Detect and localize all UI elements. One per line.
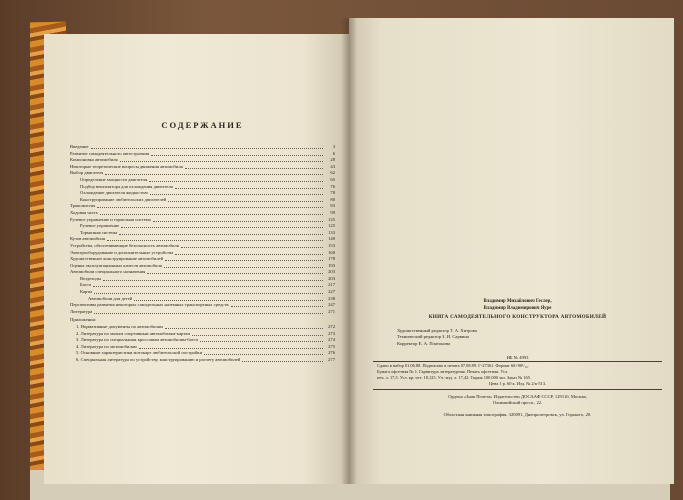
toc-leader-dots [181,243,323,248]
toc-entry-label: Оценка эксплуатационных качеств автомобиля [70,262,162,268]
toc-entry-label: Автомобили специального назначения [70,269,146,275]
ib-number: ИБ № 4993 [373,355,662,362]
toc-entry-page: 275 [328,343,335,349]
imprint-line: печ. л. 17,5. Усл. кр.-отт. 18,125. Уч.-изд. л. 17,42. Тираж 100 000 экз. Заказ № 165. [377,374,531,380]
printer: Областная книжная типография, 320091, Днепропетровск, ул. Горького, 20. [443,411,592,417]
toc-entry [70,302,335,309]
toc-entry-page: 125 [328,223,335,229]
toc-entry [70,230,335,237]
toc-entry-page: 99 [330,209,335,215]
toc-leader-dots [150,190,323,195]
credit-line: Технический редактор З. И. Сарвина [397,334,469,340]
credit-line: Художественный редактор Т. А. Хитрова [397,328,477,334]
toc-list [70,144,335,364]
toc-entry-page: 238 [328,295,335,301]
toc-entry-label: 4. Литература по мотомобилям [76,343,137,349]
toc-entry [70,289,335,296]
toc-leader-dots [100,210,323,215]
toc-entry [70,350,335,357]
toc-leader-dots [242,357,323,362]
toc-entry [70,197,335,204]
toc-entry-label: Рулевое управление и тормозная система [70,216,151,222]
toc-leader-dots [165,256,323,261]
toc-entry-page: 193 [328,262,335,268]
toc-entry-label: Введение [70,144,89,149]
toc-leader-dots [204,350,323,355]
toc-entry-page: 203 [328,269,335,275]
author-2: Владимир Владимирович Яуре [483,305,552,311]
toc-entry [70,164,335,171]
toc-leader-dots [97,203,323,208]
toc-entry [70,203,335,210]
toc-entry-page: 273 [328,330,335,336]
toc-entry-label: Устройства, обеспечивающие безопасность автомобиля [70,242,179,248]
toc-leader-dots [153,217,323,222]
toc-leader-dots [151,151,323,156]
toc-leader-dots [165,324,323,329]
toc-leader-dots [134,296,323,301]
toc-entry-page: 178 [328,256,335,262]
toc-entry-label: 3. Литература по специальным кроссовым автомобилям-багги [76,337,198,343]
toc-entry-label: Литература [70,308,93,314]
toc-leader-dots [93,282,323,287]
toc-entry [70,177,335,184]
toc-entry [70,217,335,224]
toc-entry-label: Кузов автомобиля [70,236,106,242]
toc-entry [70,337,335,344]
toc-entry [70,357,335,364]
toc-entry [70,263,335,270]
toc-entry-page: 247 [328,302,335,308]
toc-entry-label: Выбор двигателя [70,170,104,176]
toc-entry-label: 5. Основные характеристики мотокарт любительской постройки [76,350,203,356]
toc-entry-page: 272 [328,324,335,330]
imprint [373,363,662,387]
toc-leader-dots [107,236,323,241]
toc-entry-page: 28 [330,157,335,163]
toc-entry-label: Ходовая часть [70,209,98,215]
toc-leader-dots [103,276,323,281]
toc-entry-page: 43 [330,163,335,169]
toc-entry-page: 6 [332,150,335,156]
toc-entry-page: 227 [328,289,335,295]
toc-entry [70,157,335,164]
toc-entry-label: Некоторые теоретические вопросы движения автомобиля [70,163,183,169]
toc-entry-page: 277 [328,357,335,362]
toc-entry [70,184,335,191]
toc-entry [70,296,335,303]
toc-entry-page: 125 [328,216,335,222]
credits [373,328,662,347]
toc-entry-label: Определение мощности двигателя [80,176,148,182]
open-book [44,14,676,484]
toc-entry [70,236,335,243]
toc-entry-page: 62 [330,170,335,176]
toc-entry-page: 140 [328,236,335,242]
toc-entry [70,243,335,250]
toc-entry [70,331,335,338]
toc-entry-page: 76 [330,183,335,189]
toc-leader-dots [175,250,323,255]
toc-leader-dots [119,230,323,235]
author-1: Владимир Михайлович Геслер, [483,299,552,304]
toc-entry-label: Компоновка автомобиля [70,157,118,163]
toc-entry [70,190,335,197]
toc-entry-label: Конструирование любительских двигателей [80,196,167,202]
toc-entry-label: 6. Специальная литература по устройству, конструированию и расчету автомобилей [76,357,241,362]
imprint-line: Бумага офсетная № 1. Гарнитура литературная. Печать офсетная. Усл. [377,368,509,374]
toc-entry-page: 83 [330,203,335,209]
toc-entry-page: 133 [328,229,335,235]
toc-entry-page: 160 [328,249,335,255]
toc-entry [70,250,335,257]
toc-entry-page: 80 [330,196,335,202]
toc-entry-label: Автомобили для детей [88,295,133,301]
toc-entry-label: Развитие самодеятельного автостроения [70,150,150,156]
toc-entry-label: 2. Литература по малым спортивным автомобилям-картам [76,330,191,336]
publisher [373,394,662,406]
publisher-line: Ордена «Знак Почета» Издательство ДОСААФ СССР, 129110, Москва, [448,393,587,399]
toc-entry [70,324,335,331]
toc-title: СОДЕРЖАНИЕ [161,120,244,130]
toc-entry-page: 271 [328,308,335,314]
right-page [349,18,674,484]
toc-entry-label: Тормозная система [80,229,118,235]
publisher-line: Олимпийский просп., 22. [492,399,543,405]
toc-entry-page: 276 [328,350,335,356]
toc-entry-label: Трансмиссия [70,203,96,209]
toc-entry-label: 1. Нормативные документы по автомобилям [76,324,163,330]
toc-entry [70,223,335,230]
toc-entry-page: 3 [332,144,335,149]
toc-leader-dots [120,157,323,162]
toc-entry [70,151,335,158]
credit-line: Корректор Е. А. Платонова [397,340,451,346]
toc-entry-label: Рулевое управление [80,223,120,229]
toc-leader-dots [105,170,323,175]
appendix-title: Приложения: [70,317,97,323]
toc-entry-label: Художественное конструирование автомобилей [70,256,164,262]
imprint-line: Цена 1 р. 60 к. Изд. № 2/к-513. [488,380,547,386]
toc-entry [70,344,335,351]
toc-leader-dots [149,177,323,182]
toc-entry [70,269,335,276]
book-title: КНИГА САМОДЕЯТЕЛЬНОГО КОНСТРУКТОРА АВТОМОБИЛЕЙ [428,314,607,321]
toc-leader-dots [185,164,323,169]
book-gutter [341,18,357,484]
toc-entry-label: Перспективы развития некоторых самодельных наземных транспортных средств [70,302,229,308]
toc-leader-dots [94,309,323,314]
toc-leader-dots [168,197,323,202]
toc-entry-page: 153 [328,242,335,248]
toc-leader-dots [139,344,323,349]
toc-entry-page: 274 [328,337,335,343]
toc-entry [70,282,335,289]
toc-entry [70,256,335,263]
toc-leader-dots [200,337,323,342]
toc-entry [70,309,335,316]
toc-entry-label: Вездеходы [80,275,101,281]
toc-leader-dots [147,269,323,274]
toc-leader-dots [164,263,323,268]
toc-leader-dots [121,223,323,228]
divider [373,389,662,390]
toc-leader-dots [192,331,323,336]
toc-entry [70,170,335,177]
toc-leader-dots [94,289,323,294]
toc-entry-page: 203 [328,275,335,281]
toc-entry-page: 65 [330,176,335,182]
toc-entry [70,276,335,283]
toc-entry [70,210,335,217]
toc-entry-label: Охлаждение двигателя жидкостью [80,190,148,196]
toc-leader-dots [231,302,324,307]
toc-entry-label: Багги [80,282,91,288]
toc-entry-label: Подбор вентилятора для охлаждения двигателя [80,183,173,189]
toc-entry-page: 217 [328,282,335,288]
toc-entry-label: Электрооборудование и дополнительные устройства [70,249,174,255]
toc-entry-label: Карты [80,289,93,295]
toc-leader-dots [91,144,323,149]
toc-entry [70,144,335,151]
toc-leader-dots [175,184,323,189]
imprint-line: Сдано в набор 01.06.88. Подписано в печать 07.08.89. Г-27361. Формат 60×90¹/₁₆. [377,362,529,368]
toc-entry-page: 78 [330,190,335,196]
left-page [44,34,349,484]
